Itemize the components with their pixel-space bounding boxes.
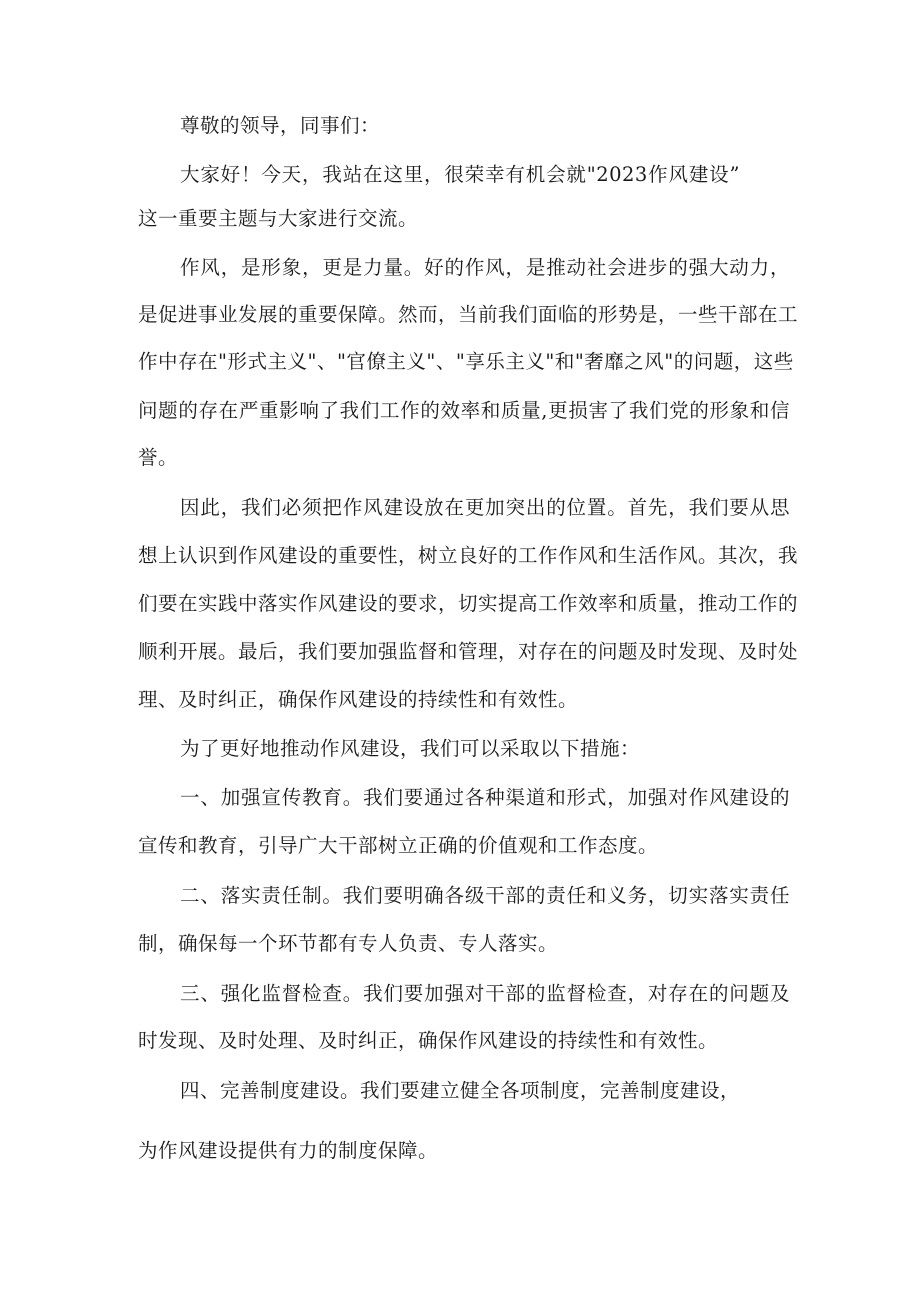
paragraph-2-line-5: 誉。: [138, 446, 179, 469]
paragraph-8-line-1: 四、完善制度建设。我们要建立健全各项制度，完善制度建设，: [180, 1079, 741, 1102]
paragraph-7-line-1: 三、强化监督检查。我们要加强对干部的监督检查，对存在的问题及: [180, 982, 790, 1005]
paragraph-6-line-1: 二、落实责任制。我们要明确各级干部的责任和义务，切实落实责任: [180, 884, 790, 907]
paragraph-5-line-1: 一、加强宣传教育。我们要通过各种渠道和形式，加强对作风建设的: [180, 786, 790, 809]
paragraph-3-line-3: 们要在实践中落实作风建设的要求，切实提高工作效率和质量，推动工作的: [138, 592, 799, 615]
paragraph-3-line-4: 顺利开展。最后，我们要加强监督和管理，对存在的问题及时发现、及时处: [138, 640, 799, 663]
paragraph-6-line-2: 制，确保每一个环节都有专人负责、专人落实。: [138, 932, 559, 955]
paragraph-2-line-2: 是促进事业发展的重要保障。然而，当前我们面临的形势是，一些干部在工: [138, 303, 799, 326]
paragraph-7-line-2: 时发现、及时处理、及时纠正，确保作风建设的持续性和有效性。: [138, 1029, 719, 1052]
paragraph-3-line-2: 想上认识到作风建设的重要性，树立良好的工作作风和生活作风。其次，我: [138, 544, 799, 567]
paragraph-3-line-5: 理、及时纠正，确保作风建设的持续性和有效性。: [138, 688, 579, 711]
paragraph-5-line-2: 宣传和教育，引导广大干部树立正确的价值观和工作态度。: [138, 834, 659, 857]
paragraph-1-line-1: 大家好！今天，我站在这里，很荣幸有机会就"2023作风建设”: [180, 163, 740, 186]
greeting-line: 尊敬的领导，同事们：: [180, 114, 381, 137]
paragraph-2-line-4: 问题的存在严重影响了我们工作的效率和质量,更损害了我们党的形象和信: [138, 399, 790, 422]
paragraph-2-line-3: 作中存在"形式主义"、"官僚主义"、"享乐主义"和"奢靡之风"的问题，这些: [138, 350, 794, 373]
paragraph-3-line-1: 因此，我们必须把作风建设放在更加突出的位置。首先，我们要从思: [180, 496, 790, 519]
paragraph-1-line-2: 这一重要主题与大家进行交流。: [138, 207, 419, 230]
paragraph-2-line-1: 作风，是形象，更是力量。好的作风，是推动社会进步的强大动力，: [180, 256, 790, 279]
paragraph-4-line-1: 为了更好地推动作风建设，我们可以采取以下措施：: [180, 737, 641, 760]
paragraph-8-line-2: 为作风建设提供有力的制度保障。: [138, 1139, 439, 1162]
